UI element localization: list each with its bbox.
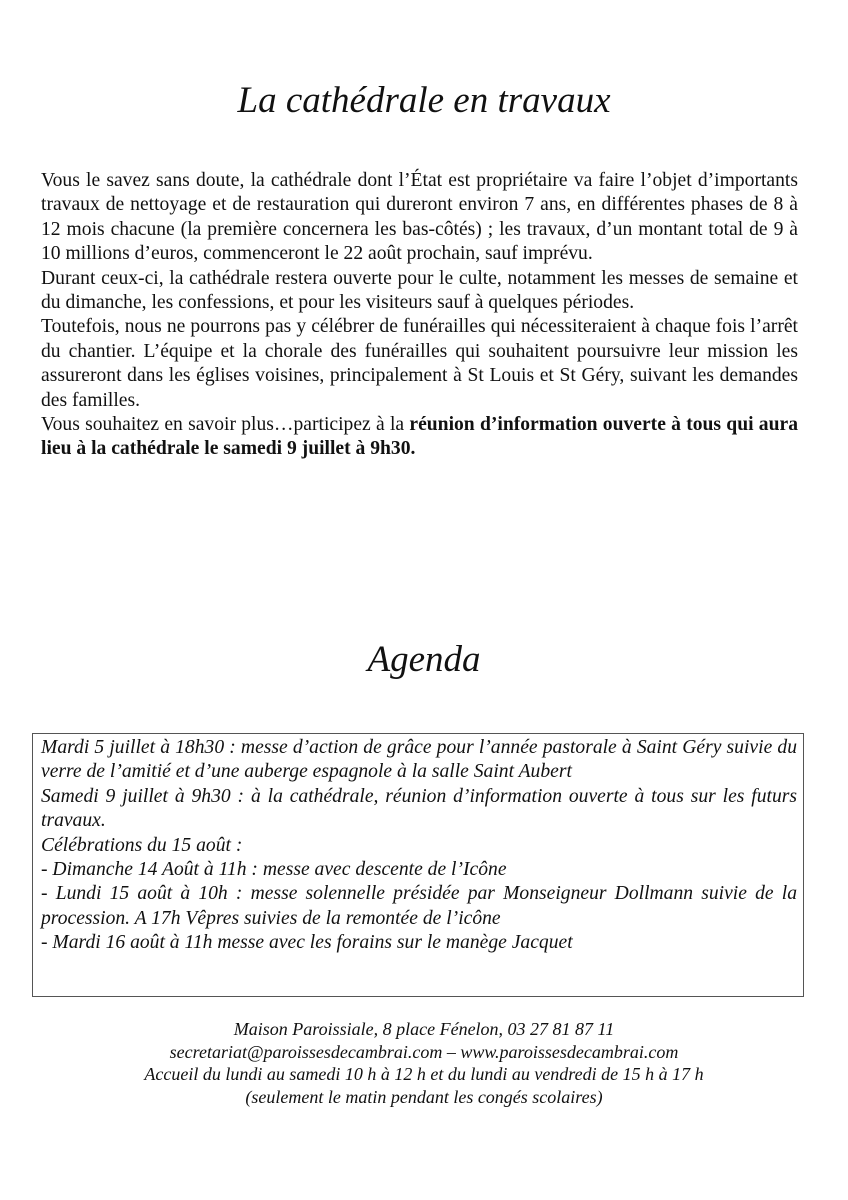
- article-closing: [41, 413, 798, 462]
- article-paragraph: Toutefois, nous ne pourrons pas y célébrer de funérailles qui nécessiteraient à chaque fois l’arrêt du chantier. L’équipe et la chorale des funérailles qui souhaitent poursuivre leur mission les assureront dans les églises voisines, principalement à St Louis et St Géry, suivant les demandes des familles.: [41, 316, 798, 411]
- article-paragraph: Vous le savez sans doute, la cathédrale dont l’État est propriétaire va faire l’objet d’importants travaux de nettoyage et de restauration qui dureront environ 7 ans, en différentes phases de 8 à 12 mois chacune (la première concernera les bas-côtés) ; les travaux, d’un montant total de 9 à 10 millions d’euros, commenceront le 22 août prochain, sauf imprévu.: [41, 170, 798, 265]
- article-paragraph: Durant ceux-ci, la cathédrale restera ouverte pour le culte, notamment les messes de semaine et du dimanche, les confessions, et pour les visiteurs sauf à quelques périodes.: [41, 267, 798, 314]
- agenda-item: Samedi 9 juillet à 9h30 : à la cathédrale, réunion d’information ouverte à tous sur les futurs travaux.: [41, 785, 797, 832]
- agenda-item: - Lundi 15 août à 10h : messe solennelle présidée par Monseigneur Dollmann suivie de la procession. A 17h Vêpres suivies de la remontée de l’icône: [41, 883, 797, 929]
- article-body: [41, 169, 798, 462]
- agenda-item: Célébrations du 15 août :: [41, 834, 243, 856]
- agenda-title: Agenda: [367, 639, 481, 680]
- footer-note: (seulement le matin pendant les congés scolaires): [245, 1086, 603, 1107]
- agenda-item: - Dimanche 14 Août à 11h : messe avec descente de l’Icône: [41, 859, 507, 881]
- footer-contact: secretariat@paroissesdecambrai.com – www.paroissesdecambrai.com: [169, 1041, 679, 1062]
- footer-address: Maison Paroissiale, 8 place Fénelon, 03 27 81 87 11: [233, 1019, 615, 1039]
- meeting-announcement: réunion d’information ouverte à tous qui aura lieu à la cathédrale le samedi 9 juillet à 9h30.: [41, 414, 798, 460]
- footer: [0, 1018, 848, 1108]
- closing-intro: Vous souhaitez en savoir plus…participez à la: [41, 414, 410, 436]
- agenda-item: - Mardi 16 août à 11h messe avec les forains sur le manège Jacquet: [41, 932, 573, 954]
- footer-hours: Accueil du lundi au samedi 10 h à 12 h et du lundi au vendredi de 15 h à 17 h: [144, 1064, 704, 1084]
- agenda-item: Mardi 5 juillet à 18h30 : messe d’action de grâce pour l’année pastorale à Saint Géry suivie du verre de l’amitié et d’une auberge espagnole à la salle Saint Aubert: [41, 737, 797, 783]
- agenda-box: [32, 733, 804, 997]
- article-title: La cathédrale en travaux: [237, 80, 611, 121]
